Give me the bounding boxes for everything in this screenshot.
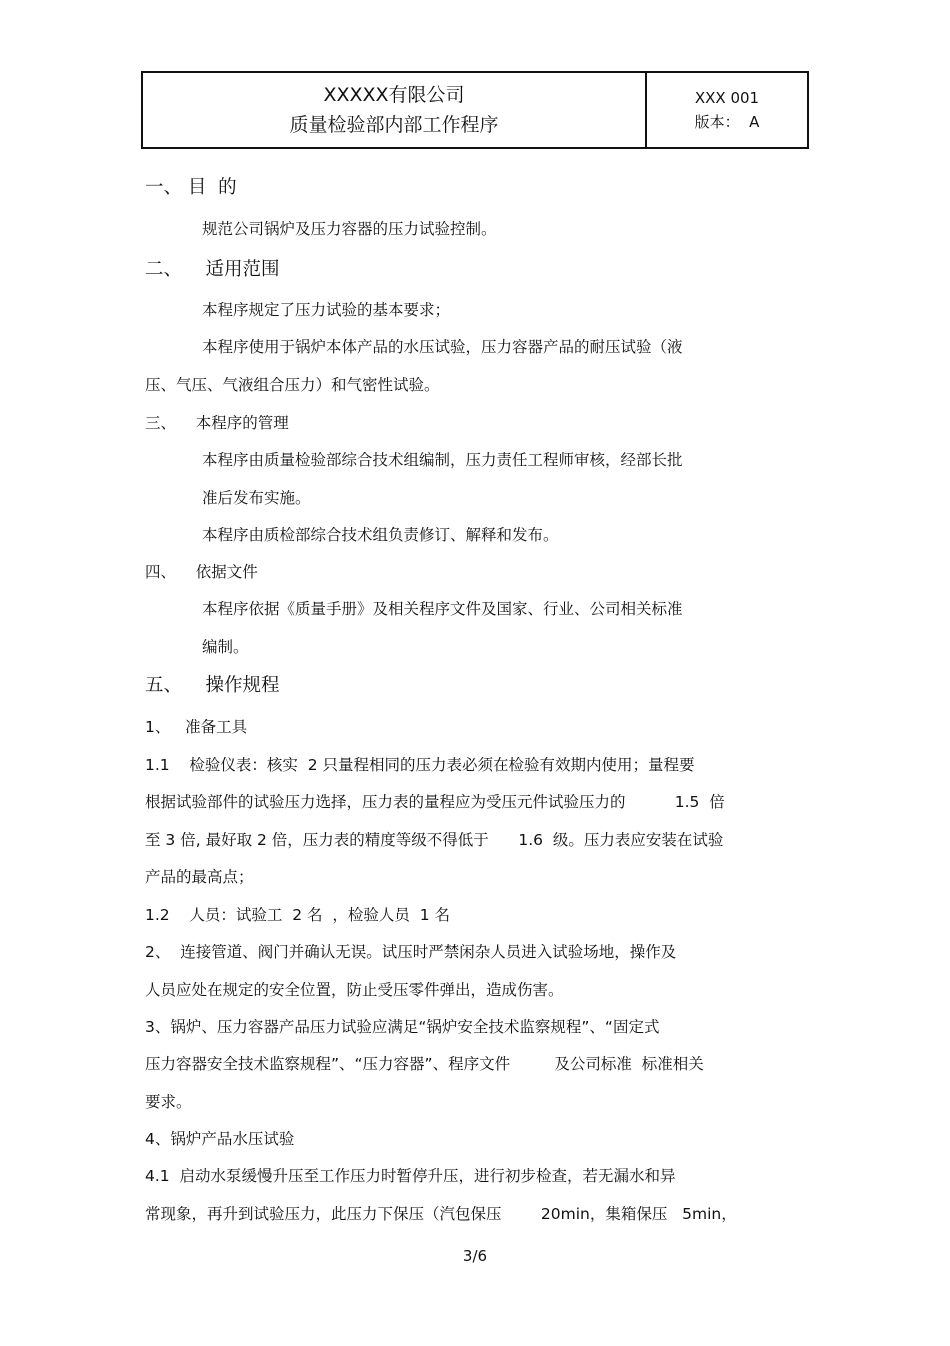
body-text-line: 四、 依据文件 [145, 563, 258, 581]
body-text-line: 本程序规定了压力试验的基本要求； [202, 301, 451, 319]
document-header-table [141, 71, 809, 149]
body-text-line: 至 3 倍, 最好取 2 倍，压力表的精度等级不得低于 1.6 级。压力表应安装在试验 [145, 831, 724, 849]
body-text-line: 编制。 [202, 638, 249, 656]
body-text-line: 常现象，再升到试验压力，此压力下保压（汽包保压 20min，集箱保压 5min， [145, 1205, 737, 1223]
body-text-line: 产品的最高点； [145, 868, 254, 886]
body-text-line: 规范公司锅炉及压力容器的压力试验控制。 [202, 220, 497, 238]
body-text-line: 压、气压、气液组合压力）和气密性试验。 [145, 376, 440, 394]
body-text-line: 人员应处在规定的安全位置，防止受压零件弹出，造成伤害。 [145, 981, 564, 999]
page-number: 3/6 [462, 1247, 488, 1265]
body-text-line: 4、锅炉产品水压试验 [145, 1130, 295, 1148]
company-name: XXXXX有限公司 [323, 84, 465, 106]
body-text-line: 压力容器安全技术监察规程”、“压力容器”、程序文件 及公司标准 标准相关 [145, 1055, 704, 1073]
body-text-line: 4.1 启动水泵缓慢升压至工作压力时暂停升压，进行初步检查，若无漏水和异 [145, 1167, 676, 1185]
version-label: 版本： [694, 113, 740, 131]
body-text-line: 本程序依据《质量手册》及相关程序文件及国家、行业、公司相关标准 [202, 600, 683, 618]
header-title-cell [143, 73, 647, 147]
version-line [695, 110, 760, 134]
body-text-line: 3、锅炉、压力容器产品压力试验应满足“锅炉安全技术监察规程”、“固定式 [145, 1018, 660, 1036]
document-title: 质量检验部内部工作程序 [289, 114, 499, 136]
document-code: XXX 001 [694, 89, 760, 107]
body-text-line: 根据试验部件的试验压力选择，压力表的量程应为受压元件试验压力的 1.5 倍 [145, 793, 725, 811]
body-text-line: 要求。 [145, 1093, 192, 1111]
version-value: A [749, 113, 760, 131]
body-text-line: 本程序由质量检验部综合技术组编制，压力责任工程师审核，经部长批 [202, 451, 683, 469]
body-text-line: 本程序使用于锅炉本体产品的水压试验，压力容器产品的耐压试验（液 [202, 338, 683, 356]
section-heading: 五、 操作规程 [145, 675, 280, 696]
body-text-line: 准后发布实施。 [202, 489, 311, 507]
header-code-cell [647, 73, 807, 147]
section-heading: 二、 适用范围 [145, 259, 280, 280]
body-text-line: 1.2 人员：试验工 2 名 ，检验人员 1 名 [145, 906, 450, 924]
body-text-line: 1、 准备工具 [145, 718, 248, 736]
body-text-line: 本程序由质检部综合技术组负责修订、解释和发布。 [202, 526, 559, 544]
body-text-line: 1.1 检验仪表：核实 2 只量程相同的压力表必须在检验有效期内使用；量程要 [145, 756, 695, 774]
section-heading: 一、 目 的 [145, 177, 237, 198]
body-text-line: 2、 连接管道、阀门并确认无误。试压时严禁闲杂人员进入试验场地，操作及 [145, 943, 677, 961]
body-text-line: 三、 本程序的管理 [145, 414, 289, 432]
